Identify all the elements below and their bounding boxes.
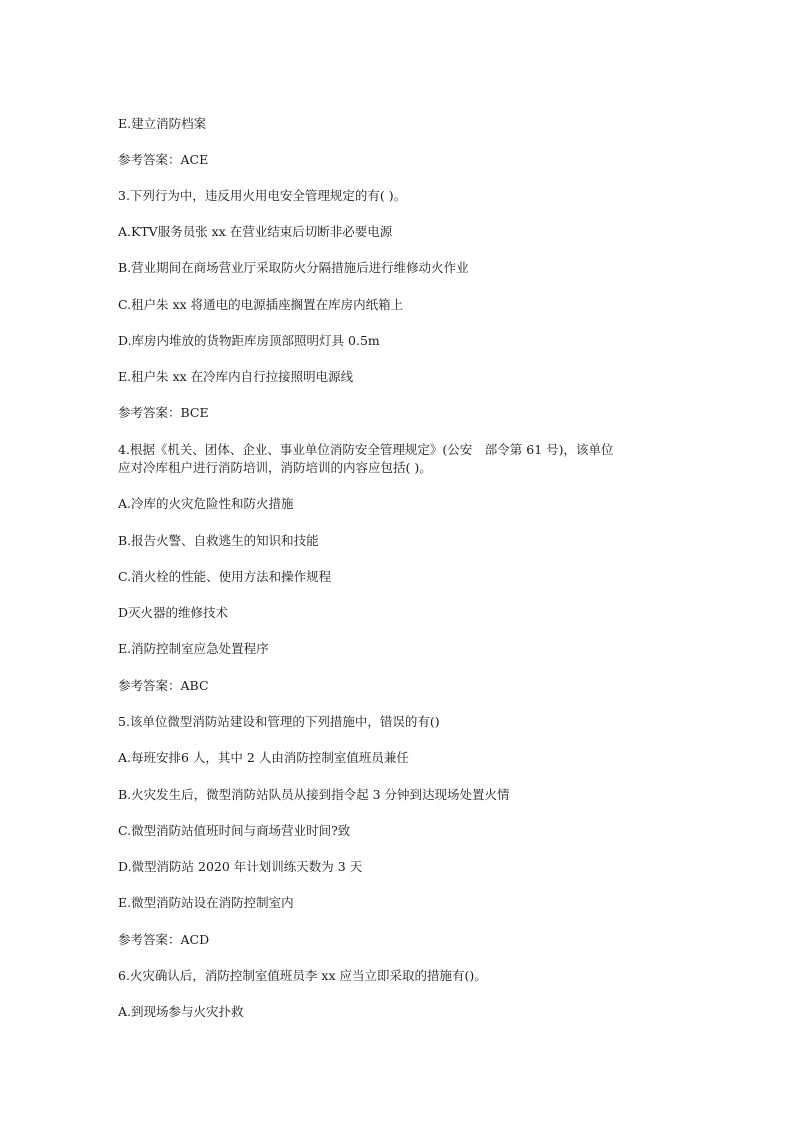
question-4-line1: 4.根据《机关、团体、企业、事业单位消防安全管理规定》(公安 部令第 61 号)，该单位 [118, 442, 614, 457]
option-b-q3: B.营业期间在商场营业厅采取防火分隔措施后进行维修动火作业 [118, 260, 469, 275]
option-e-q5: E.微型消防站设在消防控制室内 [118, 895, 294, 910]
answer-q2: 参考答案：ACE [118, 152, 209, 167]
option-a-q5: A.每班安排6 人，其中 2 人由消防控制室值班员兼任 [118, 750, 409, 765]
option-d-q3: D.库房内堆放的货物距库房顶部照明灯具 0.5m [118, 333, 380, 348]
option-c-q5: C.微型消防站值班时间与商场营业时间?致 [118, 823, 351, 838]
answer-q5: 参考答案：ACD [118, 932, 210, 947]
option-a-q3: A.KTV服务员张 xx 在营业结束后切断非必要电源 [118, 224, 393, 239]
option-c-q4: C.消火栓的性能、使用方法和操作规程 [118, 569, 332, 584]
question-6: 6.火灾确认后，消防控制室值班员李 xx 应当立即采取的措施有()。 [118, 968, 487, 983]
option-d-q5: D.微型消防站 2020 年计划训练天数为 3 天 [118, 859, 363, 874]
question-4-line2: 应对冷库租户进行消防培训，消防培训的内容应包括( )。 [118, 460, 432, 475]
answer-q3: 参考答案：BCE [118, 405, 209, 420]
question-3: 3.下列行为中，违反用火用电安全管理规定的有( )。 [118, 188, 407, 203]
option-e-q2: E.建立消防档案 [118, 116, 207, 131]
option-e-q4: E.消防控制室应急处置程序 [118, 641, 269, 656]
option-e-q3: E.租户朱 xx 在冷库内自行拉接照明电源线 [118, 369, 354, 384]
question-5: 5.该单位微型消防站建设和管理的下列措施中，错误的有() [118, 714, 440, 729]
option-c-q3: C.租户朱 xx 将通电的电源插座搁置在库房内纸箱上 [118, 297, 404, 312]
option-b-q4: B.报告火警、自救逃生的知识和技能 [118, 533, 319, 548]
option-d-q4: D灭火器的维修技术 [118, 605, 229, 620]
option-a-q6: A.到现场参与火灾扑救 [118, 1004, 244, 1019]
answer-q4: 参考答案：ABC [118, 678, 209, 693]
option-a-q4: A.冷库的火灾危险性和防火措施 [118, 496, 294, 511]
option-b-q5: B.火灾发生后，微型消防站队员从接到指令起 3 分钟到达现场处置火情 [118, 787, 510, 802]
